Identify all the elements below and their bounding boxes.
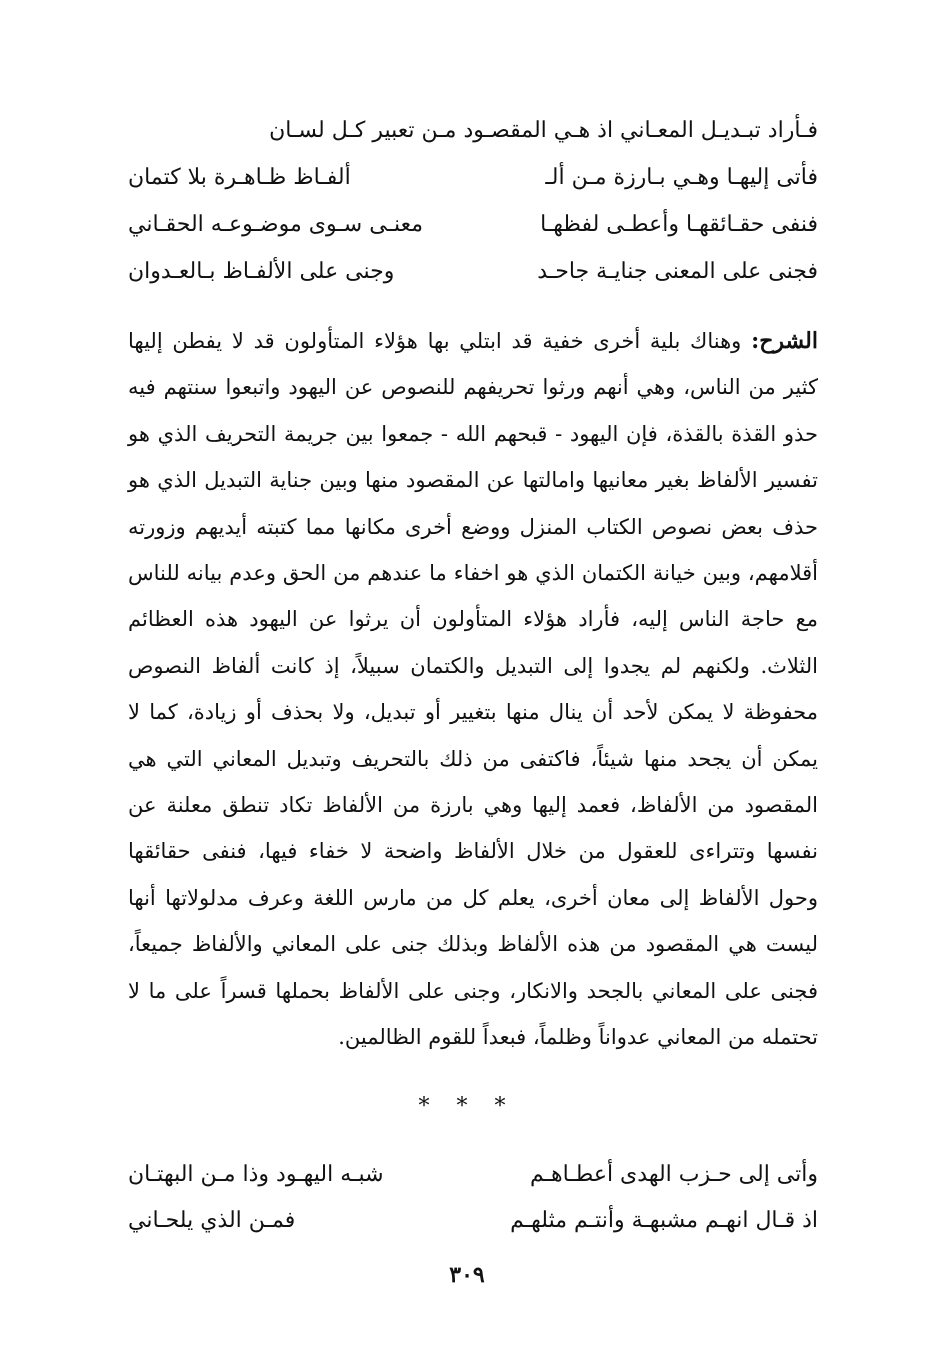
poem-top xyxy=(128,118,818,306)
verse-left-hemistich: شبـه اليهـود وذا مـن البهتـان xyxy=(128,1162,384,1187)
verse-right-hemistich: فـأراد تبـديـل المعـاني اذ هـي المقصـود مـن تعبير كـل لسـان xyxy=(269,118,818,143)
commentary-label: الشرح: xyxy=(751,328,818,354)
verse-left-hemistich: فمـن الذي يلحـاني xyxy=(128,1208,296,1233)
verse-left-hemistich: معنـى سـوى موضـوعـه الحقـاني xyxy=(128,212,424,237)
verse-line xyxy=(128,165,818,212)
verse-line xyxy=(128,1208,818,1254)
section-separator: * * * xyxy=(418,1094,516,1119)
verse-line xyxy=(128,212,818,259)
verse-line xyxy=(128,118,818,165)
poem-bottom xyxy=(128,1162,818,1254)
verse-line xyxy=(128,259,818,306)
verse-right-hemistich: فأتى إليهـا وهـي بـارزة مـن ألـ xyxy=(545,165,818,190)
verse-left-hemistich: ألفـاظ ظـاهـرة بلا كتمان xyxy=(128,165,351,190)
verse-right-hemistich: اذ قـال انهـم مشبهـة وأنتـم مثلهـم xyxy=(510,1208,818,1233)
verse-left-hemistich: وجنى على الألفـاظ بـالعـدوان xyxy=(128,259,395,284)
commentary-paragraph xyxy=(128,318,818,1061)
verse-right-hemistich: فجنى على المعنى جنايـة جاحـد xyxy=(537,259,818,284)
commentary-text: وهناك بلية أخرى خفية قد ابتلي بها هؤلاء المتأولون قد لا يفطن إليها كثير من الناس، وهي أنهم ورثوا تحريفهم للنصوص عن اليهود واتبعوا سنتهم فيه حذو القذة بالقذة، فإن اليهود - قبحهم الله - جمعوا بين جريمة التحريف الذي هو تفسير الألفاظ بغير معانيها وامالتها عن المقصود منها وبين جناية التبديل الذي هو حذف بعض نصوص الكتاب المنزل ووضع أخرى مكانها مما كتبته أيديهم وزورته أقلامهم، وبين خيانة الكتمان الذي هو اخفاء ما عندهم من الحق وعدم بيانه للناس مع حاجة الناس إليه، فأراد هؤلاء المتأولون أن يرثوا عن اليهود هذه العظائم الثلاث. ولكنهم لم يجدوا إلى التبديل والكتمان سبيلاً، إذ كانت ألفاظ النصوص محفوظة لا يمكن لأحد أن ينال منها بتغيير أو تبديل، ولا بحذف أو زيادة، كما لا يمكن أن يجحد منها شيئاً، فاكتفى من ذلك بالتحريف وتبديل المعاني التي هي المقصود من الألفاظ، فعمد إليها وهي بارزة من الألفاظ تكاد تنطق معلنة عن نفسها وتتراءى للعقول من خلال الألفاظ واضحة لا خفاء فيها، فنفى حقائقها وحول الألفاظ إلى معان أخرى، يعلم كل من مارس اللغة وعرف مدلولاتها أنها ليست هي المقصود من هذه الألفاظ وبذلك جنى على المعاني والألفاظ جميعاً، فجنى على المعاني بالجحد والانكار، وجنى على الألفاظ بحملها قسراً على ما لا تحتمله من المعاني عدواناً وظلماً، فبعداً للقوم الظالمين. xyxy=(128,329,818,1050)
verse-right-hemistich: فنفى حقـائقهـا وأعطـى لفظهـا xyxy=(540,212,818,237)
page-number: ٣٠٩ xyxy=(449,1262,485,1288)
verse-line xyxy=(128,1162,818,1208)
verse-right-hemistich: وأتى إلى حـزب الهدى أعطـاهـم xyxy=(529,1162,818,1187)
